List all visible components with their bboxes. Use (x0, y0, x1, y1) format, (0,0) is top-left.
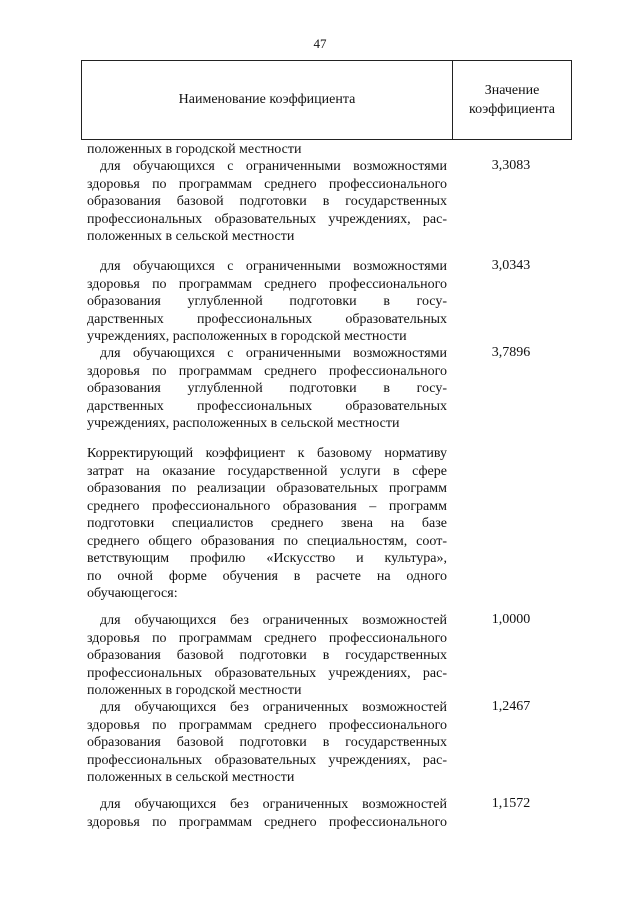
row-7-line-1: здоровья по программам среднего профессионального (87, 814, 447, 830)
row-3-line-2: образования углубленной подготовки в госу- (87, 381, 447, 396)
row-3-line-1: здоровья по программам среднего профессионального (87, 363, 447, 379)
row-2-line-0: для обучающихся с ограниченными возможностями (100, 259, 447, 274)
row-4-line-1: затрат на оказание государственной услуги в сфере (87, 463, 447, 479)
row-4-line-7: по очной форме обучения в расчете на одного (87, 568, 447, 584)
row-6-line-4: положенных в сельской местности (87, 770, 295, 785)
row-5-line-1: здоровья по программам среднего профессионального (87, 630, 447, 646)
header-value-line-1: Значение (484, 83, 540, 98)
header-name-column: Наименование коэффициента (178, 92, 356, 107)
row-1-line-0: для обучающихся с ограниченными возможностями (100, 159, 447, 174)
table-row-2 (87, 258, 447, 346)
row-4-line-6: ветствующим профилю «Искусство и культура», (87, 551, 447, 566)
row-4-line-0: Корректирующий коэффициент к базовому нормативу (87, 446, 447, 461)
row-2-line-1: здоровья по программам среднего профессионального (87, 276, 447, 292)
row-5-value: 1,0000 (491, 612, 531, 627)
row-4-line-5: среднего общего образования по специальностям, соот- (87, 533, 447, 549)
table-header (81, 60, 572, 140)
row-1-value: 3,3083 (491, 158, 531, 173)
table-row-0 (87, 141, 447, 159)
header-value-line-2: коэффициента (469, 102, 555, 117)
row-1-line-4: положенных в сельской местности (87, 229, 295, 244)
row-2-line-4: учреждениях, расположенных в городской местности (87, 329, 407, 344)
row-4-line-2: образования по реализации образовательных программ (87, 481, 447, 496)
table-row-5 (87, 612, 447, 700)
row-3-line-0: для обучающихся с ограниченными возможностями (100, 346, 447, 361)
row-3-value: 3,7896 (491, 345, 531, 360)
row-6-line-3: профессиональных образовательных учреждениях, рас- (87, 752, 447, 768)
row-5-line-4: положенных в городской местности (87, 683, 302, 698)
table-row-3 (87, 345, 447, 433)
row-6-line-1: здоровья по программам среднего профессионального (87, 717, 447, 733)
row-3-line-3: дарственных профессиональных образовательных (87, 398, 447, 414)
row-0-line-0: положенных в городской местности (87, 142, 302, 157)
row-2-line-3: дарственных профессиональных образовательных (87, 311, 447, 327)
row-2-line-2: образования углубленной подготовки в госу- (87, 294, 447, 309)
table-row-1 (87, 158, 447, 246)
row-1-line-3: профессиональных образовательных учреждениях, рас- (87, 211, 447, 227)
row-1-line-2: образования базовой подготовки в государственных (87, 194, 447, 209)
row-5-line-0: для обучающихся без ограниченных возможностей (100, 613, 447, 628)
row-4-line-3: среднего профессионального образования – программ (87, 498, 447, 514)
table-row-6 (87, 699, 447, 787)
row-2-value: 3,0343 (491, 258, 531, 273)
row-4-line-4: подготовки специалистов среднего звена на базе (87, 516, 447, 531)
row-4-line-8: обучающегося: (87, 586, 178, 601)
header-value-column (453, 61, 571, 139)
row-3-line-4: учреждениях, расположенных в сельской местности (87, 416, 400, 431)
table-row-7 (87, 796, 447, 831)
page-number: 47 (313, 36, 327, 51)
row-6-line-2: образования базовой подготовки в государственных (87, 735, 447, 750)
row-5-line-2: образования базовой подготовки в государственных (87, 648, 447, 663)
row-7-line-0: для обучающихся без ограниченных возможностей (100, 797, 447, 812)
table-row-4 (87, 445, 447, 603)
row-7-value: 1,1572 (491, 796, 531, 811)
row-5-line-3: профессиональных образовательных учреждениях, рас- (87, 665, 447, 681)
row-6-value: 1,2467 (491, 699, 531, 714)
row-6-line-0: для обучающихся без ограниченных возможностей (100, 700, 447, 715)
row-1-line-1: здоровья по программам среднего профессионального (87, 176, 447, 192)
